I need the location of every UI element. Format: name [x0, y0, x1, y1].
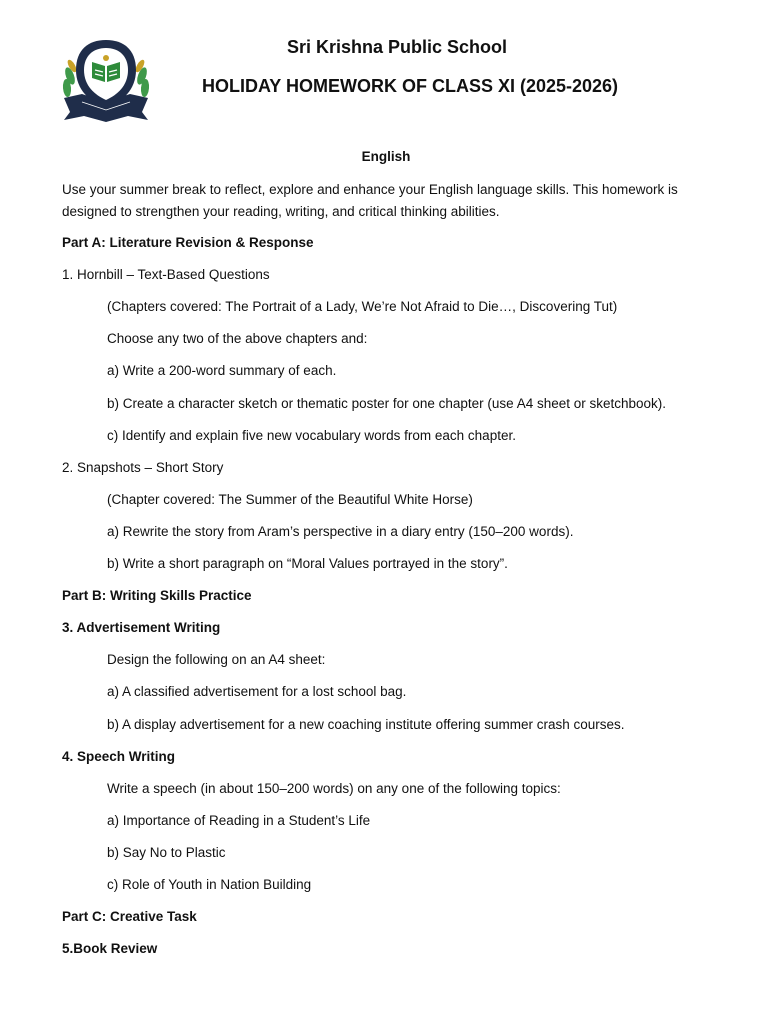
- section-heading: Part C: Creative Task: [62, 909, 197, 924]
- section-heading: 5.Book Review: [62, 941, 158, 956]
- document-title: HOLIDAY HOMEWORK OF CLASS XI (2025-2026): [201, 76, 619, 96]
- homework-line: b) A display advertisement for a new coaching institute offering summer crash courses.: [107, 717, 625, 732]
- section-heading: Part B: Writing Skills Practice: [62, 588, 252, 603]
- homework-line: a) Importance of Reading in a Student’s Life: [107, 813, 371, 828]
- subject-heading: English: [361, 149, 411, 164]
- homework-line: b) Create a character sketch or thematic poster for one chapter (use A4 sheet or sketchbook).: [107, 396, 667, 411]
- homework-line: (Chapters covered: The Portrait of a Lady, We’re Not Afraid to Die…, Discovering Tut): [107, 299, 618, 314]
- section-heading: Part A: Literature Revision & Response: [62, 235, 314, 250]
- homework-line: a) A classified advertisement for a lost school bag.: [107, 684, 407, 699]
- homework-line: 2. Snapshots – Short Story: [62, 460, 224, 475]
- homework-line: c) Identify and explain five new vocabulary words from each chapter.: [107, 428, 516, 443]
- homework-line: a) Write a 200-word summary of each.: [107, 363, 337, 378]
- homework-line: c) Role of Youth in Nation Building: [107, 877, 312, 892]
- homework-line: Design the following on an A4 sheet:: [107, 652, 326, 667]
- homework-line: a) Rewrite the story from Aram’s perspective in a diary entry (150–200 words).: [107, 524, 574, 539]
- section-heading: 3. Advertisement Writing: [62, 620, 221, 635]
- homework-line: b) Write a short paragraph on “Moral Values portrayed in the story”.: [107, 556, 508, 571]
- homework-line: Choose any two of the above chapters and:: [107, 331, 368, 346]
- homework-line: Write a speech (in about 150–200 words) on any one of the following topics:: [107, 781, 561, 796]
- homework-line: (Chapter covered: The Summer of the Beautiful White Horse): [107, 492, 473, 507]
- intro-paragraph: Use your summer break to reflect, explore and enhance your English language skills. This homework is designed to strengthen your reading, writing, and critical thinking abilities.: [62, 182, 678, 219]
- homework-line: 1. Hornbill – Text-Based Questions: [62, 267, 270, 282]
- homework-line: b) Say No to Plastic: [107, 845, 226, 860]
- school-name: Sri Krishna Public School: [286, 37, 508, 57]
- section-heading: 4. Speech Writing: [62, 749, 176, 764]
